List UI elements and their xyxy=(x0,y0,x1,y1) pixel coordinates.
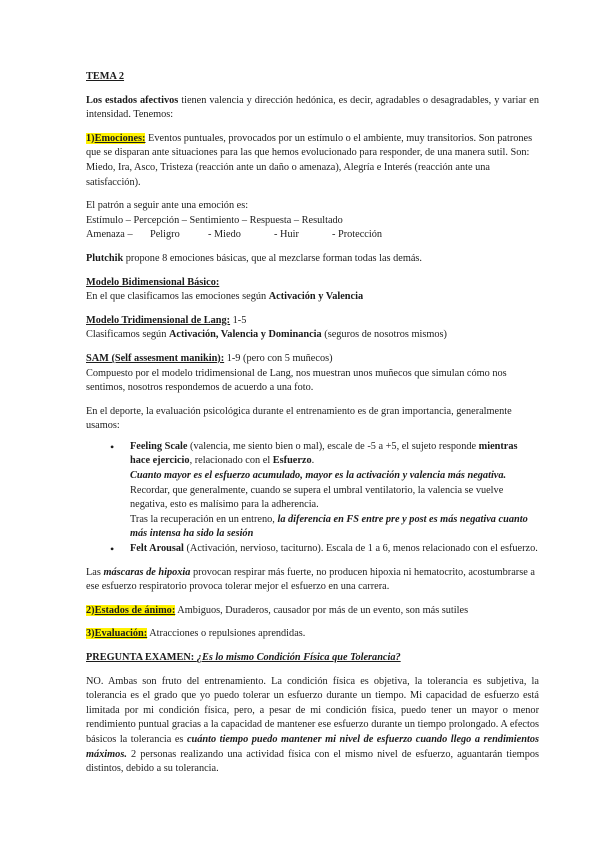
modelo-tridimensional-range: 1-5 xyxy=(230,314,247,326)
feeling-scale-esfuerzo: Esfuerzo xyxy=(272,455,312,467)
sam-text: Compuesto por el modelo tridimensional de Lang, nos muestran unos muñecos que simulan cómo nos sentimos, nosotros respondemos de acuerdo a una foto. xyxy=(86,367,507,394)
feeling-scale-term: Feeling Scale xyxy=(130,440,188,452)
sam-heading: SAM (Self assesment manikin): xyxy=(86,352,225,364)
respuesta-paragraph xyxy=(86,675,539,777)
patron-intro: El patrón a seguir ante una emoción es: xyxy=(86,200,249,212)
evaluacion-label: Evaluación: xyxy=(94,628,148,640)
patron-cell: Peligro xyxy=(150,229,180,241)
patron-cell: - Miedo xyxy=(208,229,241,241)
modelo-bidimensional-text: En el que clasificamos las emociones según xyxy=(86,291,269,303)
feeling-scale-remark: Recordar, que generalmente, cuando se supera el umbral ventilatorio, la valencia se vuelve negativa, esto es malísimo para la adherencia. xyxy=(130,484,504,511)
modelo-tridimensional-text: Clasificamos según xyxy=(86,329,169,341)
deporte-paragraph: En el deporte, la evaluación psicológica durante el entrenamiento es de gran importancia, generalmente usamos: xyxy=(86,405,512,432)
respuesta-key-idea: cuánto tiempo puedo mantener mi nivel de esfuerzo cuando llego a rendimientos máximos. xyxy=(86,733,539,760)
feeling-scale-key-idea: Cuanto mayor es el esfuerzo acumulado, mayor es la activación y valencia más negativa. xyxy=(130,470,507,482)
patron-example-row xyxy=(86,228,539,243)
feeling-scale-difference: la diferencia en FS entre pre y post es más negativa cuanto más intensa ha sido la sesión xyxy=(130,513,528,540)
emociones-paragraph xyxy=(86,132,539,190)
respuesta-text: NO. Ambas son fruto del entrenamiento. La condición física es objetiva, la tolerancia es subjetiva, la tolerancia es el grado que yo puedo tolerar un esfuerzo durante un tiempo. Mi capacidad de esfuerzo está limitada por mi condición física, pero, a pesar de mi condición física, puedo tener un mayor o menor rendimiento puntual gracias a la capacidad de mantener ese esfuerzo durante un tiempo prolongado. A efectos básicos la tolerancia es xyxy=(86,675,539,745)
modelo-tridimensional-heading: Modelo Tridimensional de Lang: xyxy=(86,314,231,326)
sam-range: 1-9 (pero con 5 muñecos) xyxy=(224,352,333,364)
sam-block xyxy=(86,352,539,396)
intro-paragraph xyxy=(86,94,539,123)
evaluacion-number: 3) xyxy=(86,628,95,640)
pregunta-label: PREGUNTA EXAMEN: xyxy=(86,652,197,663)
plutchik-paragraph xyxy=(86,252,539,267)
estados-number: 2) xyxy=(86,604,95,616)
modelo-bidimensional-heading: Modelo Bidimensional Básico: xyxy=(86,276,220,288)
evaluacion-text: Atracciones o repulsiones aprendidas. xyxy=(147,628,306,640)
intro-text: tienen valencia y dirección hedónica, es decir, agradables o desagradables, y variar en intensidad. Tenemos: xyxy=(86,94,539,121)
emociones-text: Eventos puntuales, provocados por un estímulo o el ambiente, muy transitorios. Son patrones que se disparan ante situaciones para las que hemos evolucionado para responder, de una manera sutil. Son: Miedo, Ira, Asco, Tristeza (reacción ante un daño o amenaza), Alegría e Interés (reacción ante una satisfacción). xyxy=(86,132,533,188)
evaluacion-paragraph xyxy=(86,627,539,642)
measurement-list xyxy=(86,440,539,557)
pregunta-text: ¿Es lo mismo Condición Física que Tolerancia? xyxy=(196,652,401,663)
feeling-scale-text: (valencia, me siento bien o mal), escale de -5 a +5, el sujeto responde xyxy=(187,440,479,452)
modelo-bidimensional-emphasis: Activación y Valencia xyxy=(268,291,364,303)
patron-cell: - Protección xyxy=(332,229,383,241)
plutchik-text: propone 8 emociones básicas, que al mezclarse forman todas las demás. xyxy=(123,252,422,264)
intro-term: Los estados afectivos xyxy=(86,94,179,106)
feeling-scale-text-2: , relacionado con el xyxy=(189,455,273,467)
list-item-felt-arousal xyxy=(130,542,539,557)
emociones-number: 1) xyxy=(86,132,95,144)
modelo-tridimensional xyxy=(86,314,539,343)
modelo-bidimensional xyxy=(86,276,539,305)
mascaras-paragraph xyxy=(86,566,539,595)
patron-sequence: Estímulo – Percepción – Sentimiento – Respuesta – Resultado xyxy=(86,214,343,226)
felt-arousal-text: (Activación, nervioso, taciturno). Escala de 1 a 6, menos relacionado con el esfuerzo. xyxy=(183,543,538,555)
mascaras-term: máscaras de hipoxia xyxy=(103,566,191,578)
feeling-scale-recovery: Tras la recuperación en un entreno, xyxy=(130,513,278,525)
emociones-label: Emociones: xyxy=(94,132,146,144)
modelo-tridimensional-note: (seguros de nosotros mismos) xyxy=(321,329,447,341)
estados-text: Ambiguos, Duraderos, causador por más de un evento, son más sutiles xyxy=(175,604,469,616)
plutchik-name: Plutchik xyxy=(86,252,124,264)
estados-paragraph xyxy=(86,604,539,619)
mascaras-text: provocan respirar más fuerte, no producen hipoxia ni hematocrito, acostumbrarse a ese esfuerzo respiratorio provoca tolerar mejor el esfuerzo en una carrera. xyxy=(86,566,535,593)
mascaras-pre: Las xyxy=(86,566,104,578)
patron-cell: - Huir xyxy=(274,229,299,241)
patron-cell: Amenaza – xyxy=(86,229,133,241)
feeling-scale-period: . xyxy=(311,455,315,467)
patron-block xyxy=(86,199,539,243)
estados-label: Estados de ánimo: xyxy=(94,604,176,616)
felt-arousal-term: Felt Arousal xyxy=(130,543,184,555)
pregunta-examen xyxy=(86,651,539,666)
page-title: TEMA 2 xyxy=(86,71,125,82)
feeling-scale-emphasis: mientras hace ejercicio xyxy=(130,440,518,467)
list-item-feeling-scale xyxy=(130,440,539,542)
modelo-tridimensional-emphasis: Activación, Valencia y Dominancia xyxy=(168,329,322,341)
respuesta-text-2: 2 personas realizando una actividad física con el mismo nivel de esfuerzo, aguantarán tiempos distintos, debido a su tolerancia. xyxy=(86,748,539,775)
